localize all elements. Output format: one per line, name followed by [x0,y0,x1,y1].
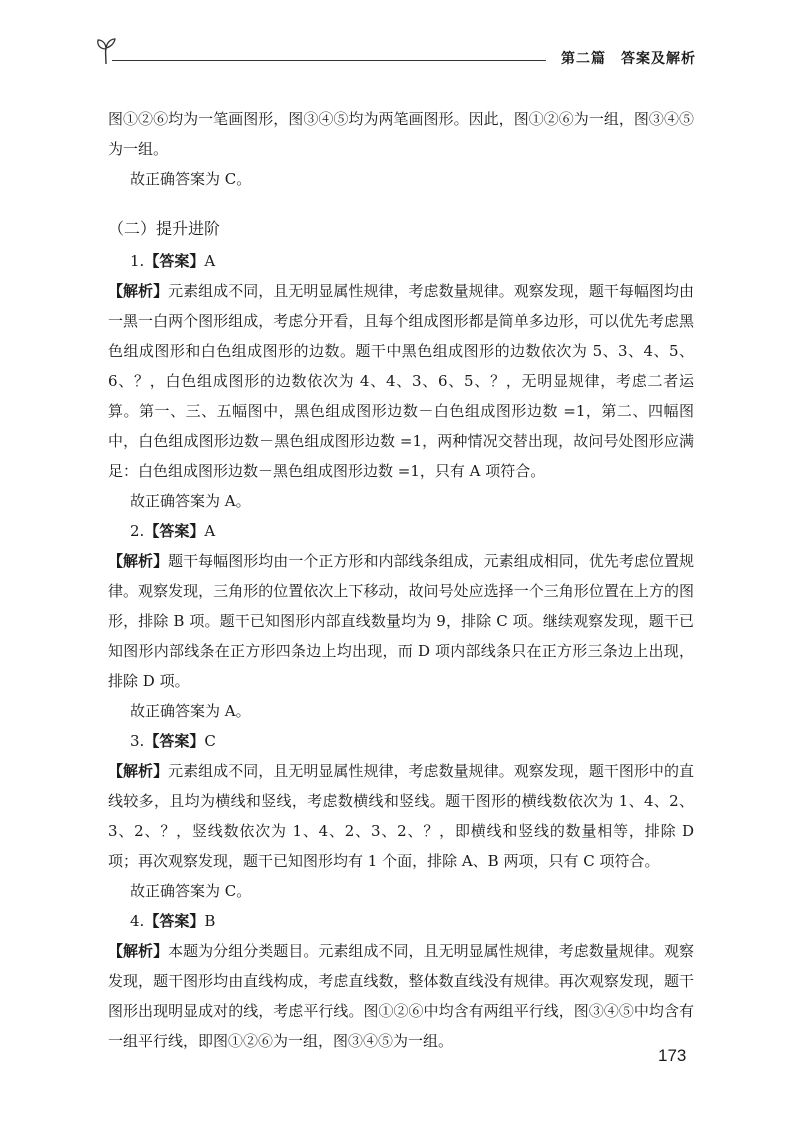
question-number: 2. [130,522,145,540]
header-title: 第二篇 答案及解析 [561,51,696,67]
analysis-tag: 【解析】 [108,942,169,960]
question-3-analysis [108,756,694,876]
analysis-tag: 【解析】 [108,282,169,300]
question-1-conclusion: 故正确答案为 A。 [130,492,251,510]
analysis-text: 本题为分组分类题目。元素组成不同，且无明显属性规律，考虑数量规律。观察发现，题干图形均由直线构成，考虑直线数，整体数直线没有规律。再次观察发现，题干图形出现明显成对的线，考虑平行线。图①②⑥中均含有两组平行线，图③④⑤中均含有一组平行线，即图①②⑥为一组，图③④⑤为一组。 [108,942,694,1050]
analysis-text: 题干每幅图形均由一个正方形和内部线条组成，元素组成相同，优先考虑位置规律。观察发现，三角形的位置依次上下移动，故问号处应选择一个三角形位置在上方的图形，排除 B 项。题干已知图形内部直线数量均为 9，排除 C 项。继续观察发现，题干已知图形内部线条在正方形四条边上均出现，而 D 项内部线条只在正方形三条边上出现，排除 D 项。 [108,552,694,690]
header-rule [112,60,546,61]
question-1-answer [108,246,694,276]
question-number: 1. [130,252,145,270]
sprout-icon [96,36,118,66]
analysis-text: 元素组成不同，且无明显属性规律，考虑数量规律。观察发现，题干图形中的直线较多，且均为横线和竖线，考虑数横线和竖线。题干图形的横线数依次为 1、4、2、3、2、？，竖线数依次为 1、4、2、3、2、？，即横线和竖线的数量相等，排除 D 项；再次观察发现，题干已知图形均有 1 个面，排除 A、B 两项，只有 C 项符合。 [108,762,694,870]
answer-tag: 【答案】 [144,522,205,540]
analysis-tag: 【解析】 [108,552,169,570]
intro-paragraph: 图①②⑥均为一笔画图形，图③④⑤均为两笔画图形。因此，图①②⑥为一组，图③④⑤为一组。 [108,110,694,158]
question-2-analysis [108,546,694,696]
analysis-text: 元素组成不同，且无明显属性规律，考虑数量规律。观察发现，题干每幅图均由一黑一白两个图形组成，考虑分开看，且每个组成图形都是简单多边形，可以优先考虑黑色组成图形和白色组成图形的边数。题干中黑色组成图形的边数依次为 5、3、4、5、6、？，白色组成图形的边数依次为 4、4、3、6、5、？，无明显规律，考虑二者运算。第一、三、五幅图中，黑色组成图形边数－白色组成图形边数 =1，第二、四幅图中，白色组成图形边数－黑色组成图形边数 =1，两种情况交替出现，故问号处图形应满足：白色组成图形边数－黑色组成图形边数 =1，只有 A 项符合。 [108,282,694,480]
page-content [108,104,694,1056]
intro-conclusion: 故正确答案为 C。 [130,170,252,188]
answer-tag: 【答案】 [144,252,205,270]
question-4-analysis [108,936,694,1056]
question-3-conclusion: 故正确答案为 C。 [130,882,252,900]
page-number: 173 [658,1046,687,1065]
page-header [96,36,696,70]
answer-value: B [204,912,216,930]
answer-value: A [204,252,216,270]
question-2-answer [108,516,694,546]
question-2-conclusion: 故正确答案为 A。 [130,702,251,720]
answer-tag: 【答案】 [144,732,205,750]
question-number: 4. [130,912,145,930]
question-1-analysis [108,276,694,486]
analysis-tag: 【解析】 [108,762,169,780]
question-3-answer [108,726,694,756]
question-number: 3. [130,732,145,750]
question-4-answer [108,906,694,936]
answer-value: A [204,522,216,540]
answer-tag: 【答案】 [144,912,205,930]
answer-value: C [204,732,216,750]
section-title: （二）提升进阶 [108,219,221,238]
